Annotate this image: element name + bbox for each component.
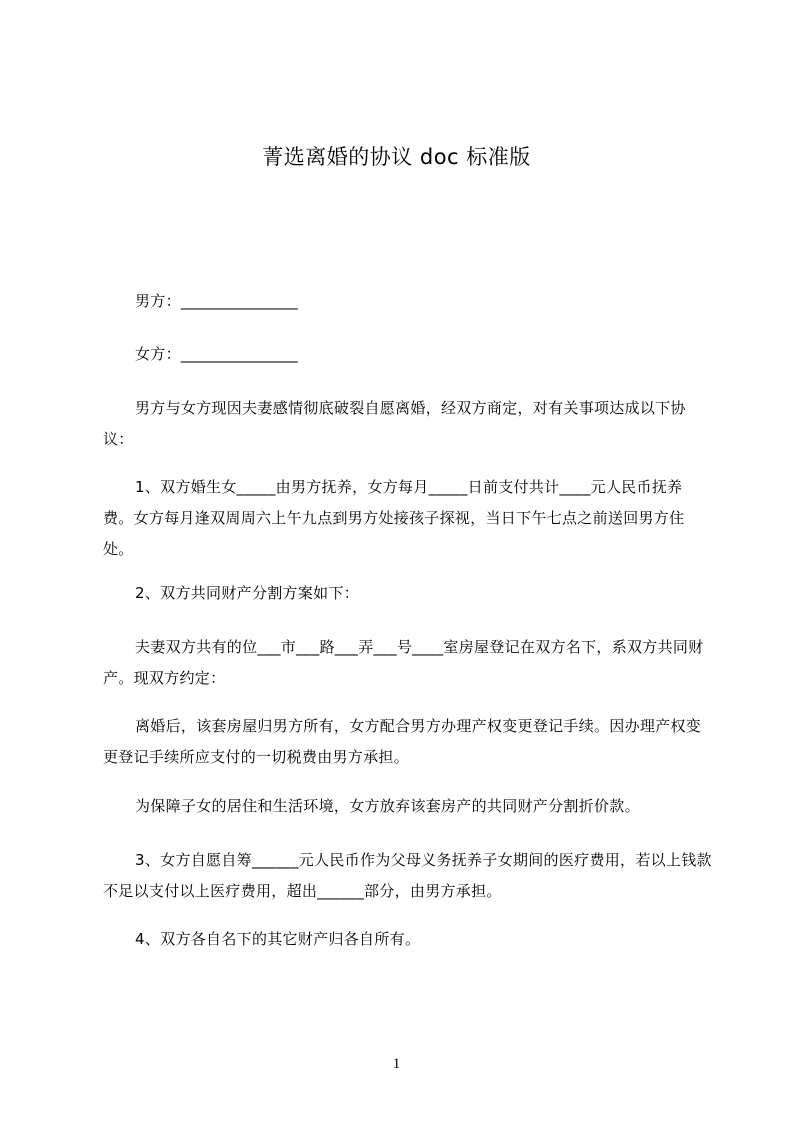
- clause-4-other-property: 4、双方各自名下的其它财产归各自所有。: [135, 930, 421, 948]
- page-number: 1: [392, 1056, 401, 1072]
- document-title: 菁选离婚的协议 doc 标准版: [262, 145, 531, 169]
- house-paragraph: 夫妻双方共有的位___市___路___弄___号____室房屋登记在双方名下，系双方共同财产。现双方约定：: [103, 638, 704, 687]
- woman-party-line: 女方：_______________: [135, 345, 298, 363]
- guarantee-paragraph: 为保障子女的居住和生活环境，女方放弃该套房产的共同财产分割折价款。: [135, 797, 640, 815]
- intro-paragraph: 男方与女方现因夫妻感情彻底破裂自愿离婚，经双方商定，对有关事项达成以下协议：: [103, 399, 686, 448]
- clause-1-custody: 1、双方婚生女_____由男方抚养，女方每月_____日前支付共计____元人民币抚养费。女方每月逢双周周六上午九点到男方处接孩子探视，当日下午七点之前送回男方住处。: [103, 478, 685, 558]
- clause-2-property-heading: 2、双方共同财产分割方案如下：: [135, 584, 360, 602]
- clause-3-medical: 3、女方自愿自筹______元人民币作为父母义务抚养子女期间的医疗费用，若以上钱款不足以支付以上医疗费用，超出______部分，由男方承担。: [103, 851, 712, 900]
- man-party-line: 男方：_______________: [135, 292, 298, 310]
- after-divorce-paragraph: 离婚后，该套房屋归男方所有，女方配合男方办理产权变更登记手续。因办理产权变更登记手续所应支付的一切税费由男方承担。: [103, 717, 702, 766]
